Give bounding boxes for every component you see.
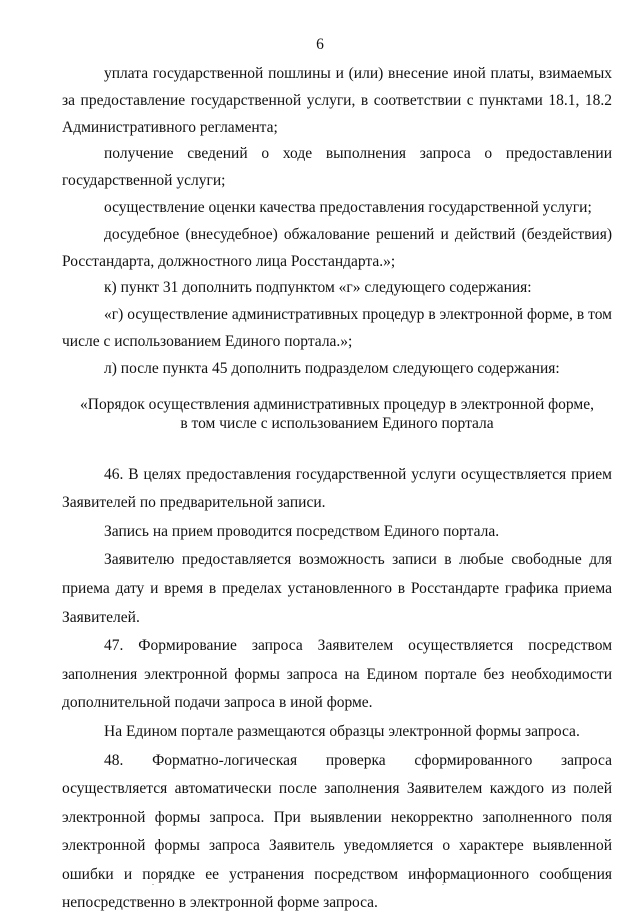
- paragraph-item-l: л) после пункта 45 дополнить подразделом следующего содержания:: [62, 356, 612, 383]
- paragraph-47: 47. Формирование запроса Заявителем осуществляется посредством заполнения электронной формы запроса на Едином портале без необходимости дополнительной подачи запроса в иной форме.: [62, 632, 612, 718]
- paragraph-46: 46. В целях предоставления государственной услуги осуществляется прием Заявителей по предварительной записи.: [62, 461, 612, 518]
- paragraph-pretrial-appeal: досудебное (внесудебное) обжалование решений и действий (бездействия) Росстандарта, должностного лица Росстандарта.»;: [62, 222, 612, 276]
- page-number: 6: [0, 36, 640, 54]
- section-heading-line-1: «Порядок осуществления административных процедур в электронной форме,: [62, 395, 612, 414]
- scan-speck: [152, 884, 154, 885]
- paragraph-appointment-portal: Запись на прием проводится посредством Единого портала.: [62, 518, 612, 547]
- section-heading-line-2: в том числе с использованием Единого портала: [62, 414, 612, 433]
- document-body: [62, 61, 612, 918]
- paragraph-item-k: к) пункт 31 дополнить подпунктом «г» следующего содержания:: [62, 275, 612, 302]
- paragraph-request-status: получение сведений о ходе выполнения запроса о предоставлении государственной услуги;: [62, 141, 612, 195]
- paragraph-fee-payment: уплата государственной пошлины и (или) внесение иной платы, взимаемых за предоставление государственной услуги, в соответствии с пунктами 18.1, 18.2 Административного регламента;: [62, 61, 612, 141]
- paragraph-subitem-g: «г) осуществление административных процедур в электронной форме, в том числе с использованием Единого портала.»;: [62, 302, 612, 356]
- paragraph-quality-assessment: осуществление оценки качества предоставления государственной услуги;: [62, 195, 612, 222]
- paragraph-48: 48. Форматно-логическая проверка сформированного запроса осуществляется автоматически после заполнения Заявителем каждого из полей электронной формы запроса. При выявлении некорректно заполненного поля электронной формы запроса Заявитель уведомляется о характере выявленной ошибки и порядке ее устранения посредством информационного сообщения непосредственно в электронной форме запроса.: [62, 747, 612, 918]
- paragraph-appointment-schedule: Заявителю предоставляется возможность записи в любые свободные для приема дату и время в пределах установленного в Росстандарте графика приема Заявителей.: [62, 546, 612, 632]
- section-heading: [62, 395, 612, 433]
- scan-speck: [442, 884, 444, 885]
- paragraph-form-samples: На Едином портале размещаются образцы электронной формы запроса.: [62, 718, 612, 747]
